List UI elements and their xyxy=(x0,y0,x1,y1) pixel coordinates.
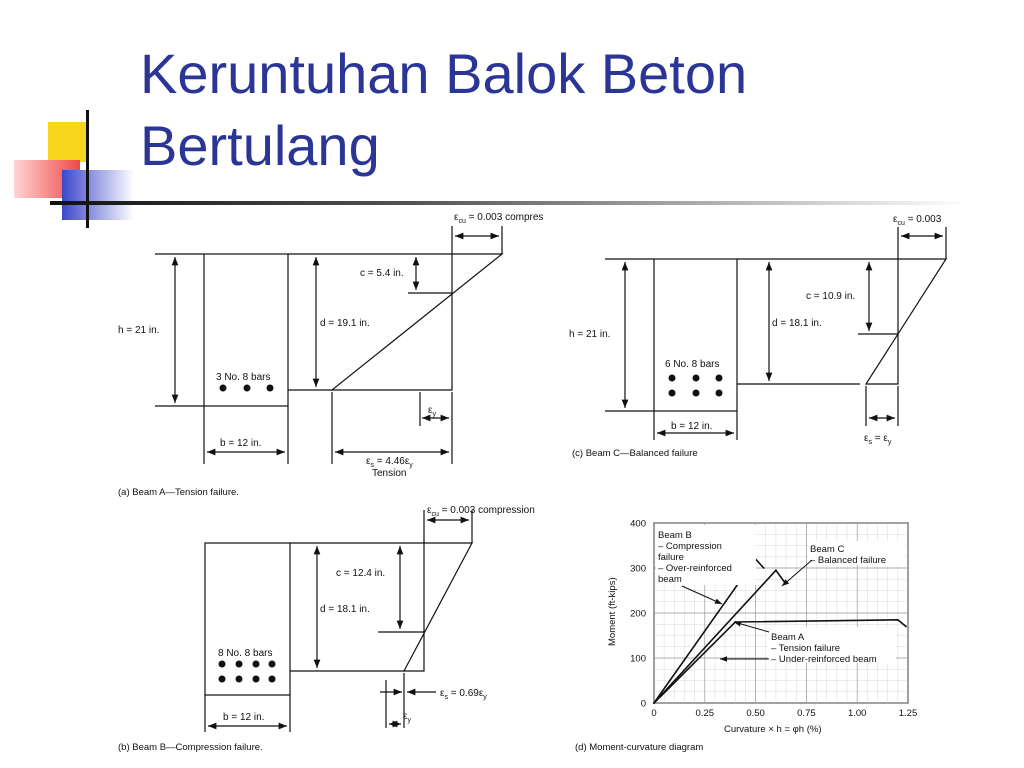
x-tick-label: 1.25 xyxy=(898,708,918,719)
y-tick-label: 0 xyxy=(640,698,646,710)
rebar-dot xyxy=(716,375,723,382)
beam-b-leader xyxy=(682,586,722,604)
rebar-dot xyxy=(267,385,274,392)
beam-a-h-label: h = 21 in. xyxy=(118,325,160,336)
beam-b-annotation-line: Beam B xyxy=(658,530,692,541)
series-point xyxy=(763,567,765,569)
rebar-dot xyxy=(716,390,723,397)
beam-a-panel xyxy=(155,226,502,464)
beam-b-annotation-line: – Over-reinforced xyxy=(658,563,732,574)
beam-c-annotation-line: – Balanced failure xyxy=(810,555,887,566)
series-point xyxy=(783,581,785,583)
beam-a-section xyxy=(204,254,288,406)
beam-a-d-label: d = 19.1 in. xyxy=(320,318,370,329)
beam-a-annotation xyxy=(768,627,896,665)
beam-a-bars-label: 3 No. 8 bars xyxy=(216,372,271,383)
beam-b-annotation-line: beam xyxy=(658,574,682,585)
beam-c-caption: (c) Beam C—Balanced failure xyxy=(572,448,698,459)
series-point xyxy=(653,702,655,704)
rebar-dot xyxy=(253,676,260,683)
rebar-dot xyxy=(253,661,260,668)
rebar-dot xyxy=(219,676,226,683)
beam-c-strain-diagram xyxy=(866,259,946,384)
beam-c-section xyxy=(654,259,737,411)
beam-a-c-label: c = 5.4 in. xyxy=(360,268,404,279)
beam-b-ecu-label: $\varepsilon_{cu} = 0.003$ compression xyxy=(427,505,535,518)
beam-b-caption: (b) Beam B—Compression failure. xyxy=(118,742,263,753)
beam-c-annotation xyxy=(808,541,904,566)
beam-b-strain-diagram xyxy=(404,543,472,671)
beam-a-annotation-line: – Tension failure xyxy=(771,643,841,654)
chart-xlabel: Curvature × h = φh (%) xyxy=(724,724,822,735)
beam-a-ecu-label: $\varepsilon_{cu} = 0.003$ compres xyxy=(454,212,544,225)
x-tick-label: 1.00 xyxy=(847,708,867,719)
beam-c-bars-label: 6 No. 8 bars xyxy=(665,359,720,370)
title-line-2: Bertulang xyxy=(140,114,380,177)
rebar-dot xyxy=(669,390,676,397)
rebar-dot xyxy=(244,385,251,392)
beam-a-tension-label: Tension xyxy=(372,468,407,479)
series-point xyxy=(905,626,907,628)
moment-curvature-chart xyxy=(575,519,917,754)
rebar-dot xyxy=(236,676,243,683)
y-tick-label: 400 xyxy=(630,518,646,530)
beam-c-h-label: h = 21 in. xyxy=(569,329,611,340)
rebar-dot xyxy=(693,375,700,382)
beam-c-es-label: $\varepsilon_s = \varepsilon_y$ xyxy=(864,433,892,446)
beam-b-panel xyxy=(205,510,472,732)
x-tick-label: 0.25 xyxy=(695,708,715,719)
beam-a-annotation-line: Beam A xyxy=(771,632,805,643)
rebar-dot xyxy=(220,385,227,392)
rebar-dot xyxy=(236,661,243,668)
beam-c-panel xyxy=(605,227,946,440)
x-tick-label: 0.75 xyxy=(797,708,816,719)
beam-b-c-label: c = 12.4 in. xyxy=(336,568,386,579)
beam-c-leader xyxy=(782,560,812,586)
rebar-dot xyxy=(219,661,226,668)
beam-b-ey-label: $\varepsilon_y$ xyxy=(403,711,411,724)
beam-c-ecu-label: $\varepsilon_{cu} = 0.003$ xyxy=(893,214,942,227)
y-tick-label: 300 xyxy=(630,563,646,575)
beam-a-caption: (a) Beam A—Tension failure. xyxy=(118,487,239,498)
beam-b-d-label: d = 18.1 in. xyxy=(320,604,370,615)
beam-c-b-label: b = 12 in. xyxy=(671,421,713,432)
beam-c-c-label: c = 10.9 in. xyxy=(806,291,856,302)
beam-b-b-label: b = 12 in. xyxy=(223,712,265,723)
rebar-dot xyxy=(269,661,276,668)
beam-a-ey-label: $\varepsilon_y$ xyxy=(428,405,436,418)
beam-c-d-label: d = 18.1 in. xyxy=(772,318,822,329)
rebar-dot xyxy=(669,375,676,382)
x-tick-label: 0 xyxy=(651,708,657,719)
beam-c-bars xyxy=(669,375,723,397)
series-point xyxy=(775,569,777,571)
beam-b-es-label: $\varepsilon_s = 0.69\varepsilon_y$ xyxy=(440,688,487,701)
chart-caption: (d) Moment-curvature diagram xyxy=(575,742,704,753)
series-point xyxy=(897,619,899,621)
rebar-dot xyxy=(693,390,700,397)
beam-b-annotation xyxy=(656,525,756,585)
title-line-1: Keruntuhan Balok Beton xyxy=(140,42,748,105)
beam-a-b-label: b = 12 in. xyxy=(220,438,262,449)
beam-a-bars xyxy=(220,385,274,392)
chart-ylabel: Moment (ft-kips) xyxy=(607,577,618,646)
beam-a-leader xyxy=(734,622,769,632)
beam-a-es-label: $\varepsilon_s = 4.46\varepsilon_y$ xyxy=(366,456,413,469)
beam-b-annotation-line: – Compression xyxy=(658,541,722,552)
beam-b-bars-label: 8 No. 8 bars xyxy=(218,648,273,659)
x-tick-label: 0.50 xyxy=(746,708,765,719)
beam-b-annotation-line: failure xyxy=(658,552,684,563)
rebar-dot xyxy=(269,676,276,683)
y-tick-label: 200 xyxy=(630,608,646,620)
beam-b-section xyxy=(205,543,290,695)
y-tick-label: 100 xyxy=(630,653,646,665)
beam-a-annotation-line: – Under-reinforced beam xyxy=(771,654,877,665)
beam-c-annotation-line: Beam C xyxy=(810,544,845,555)
beam-b-bars xyxy=(219,661,276,683)
